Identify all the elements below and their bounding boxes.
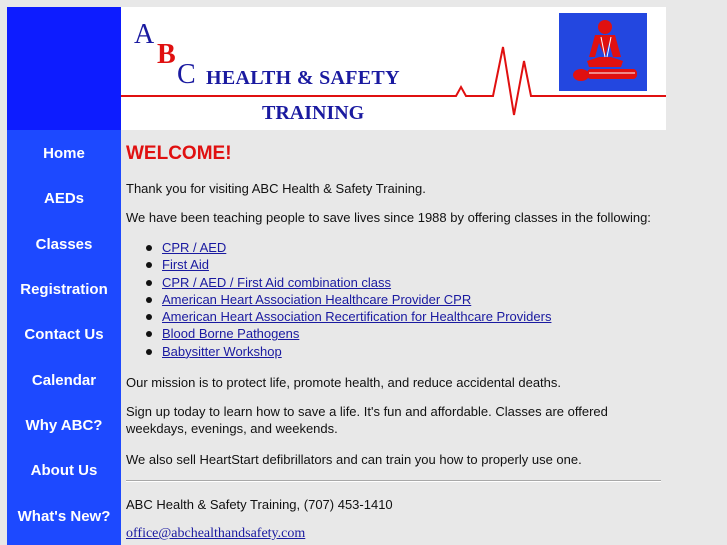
list-item <box>126 343 551 360</box>
list-item <box>126 291 551 308</box>
aed-sales-text: We also sell HeartStart defibrillators and can train you how to properly use one. <box>126 452 582 467</box>
main-content <box>121 130 666 545</box>
logo-letter-b: B <box>157 39 176 70</box>
cpr-rescuer-icon <box>559 13 647 91</box>
list-item <box>126 256 551 273</box>
mission-text: Our mission is to protect life, promote health, and reduce accidental deaths. <box>126 375 562 390</box>
logo-letter-c: C <box>177 59 196 90</box>
logo-subtitle: TRAINING <box>262 102 365 124</box>
list-item <box>126 325 551 342</box>
logo-title: HEALTH & SAFETY <box>206 67 400 89</box>
nav-contact-us[interactable]: Contact Us <box>24 326 104 343</box>
contact-text: ABC Health & Safety Training, (707) 453-1410 <box>126 497 393 512</box>
sidebar-nav <box>7 130 121 545</box>
classes-intro-text: We have been teaching people to save lives since 1988 by offering classes in the following: <box>126 210 651 225</box>
logo-letter-a: A <box>134 19 155 50</box>
course-list <box>126 239 551 360</box>
nav-about-us[interactable]: About Us <box>30 462 98 479</box>
course-link-aha-recert[interactable]: American Heart Association Recertification for Healthcare Providers <box>162 309 552 325</box>
nav-whats-new[interactable]: What's New? <box>17 508 111 525</box>
list-item <box>126 274 551 291</box>
nav-calendar[interactable]: Calendar <box>31 372 97 389</box>
course-link-babysitter[interactable]: Babysitter Workshop <box>162 343 282 359</box>
course-link-combination[interactable]: CPR / AED / First Aid combination class <box>162 274 392 290</box>
welcome-heading: WELCOME! <box>126 143 232 164</box>
course-link-first-aid[interactable]: First Aid <box>162 257 209 273</box>
nav-why-abc[interactable]: Why ABC? <box>25 417 103 434</box>
course-link-bloodborne[interactable]: Blood Borne Pathogens <box>162 326 300 342</box>
signup-text: Sign up today to learn how to save a life. It's fun and affordable. Classes are offered weekdays, evenings, and weekends. <box>126 404 608 436</box>
site-header-banner <box>121 7 666 130</box>
nav-registration[interactable]: Registration <box>20 281 108 298</box>
nav-aeds[interactable]: AEDs <box>43 190 84 207</box>
nav-classes[interactable]: Classes <box>35 236 93 253</box>
course-link-cpr-aed[interactable]: CPR / AED <box>162 240 227 255</box>
sidebar-top-block <box>7 7 121 130</box>
email-link[interactable]: office@abchealthandsafety.com <box>126 526 306 541</box>
list-item <box>126 239 551 256</box>
list-item <box>126 308 551 325</box>
footer-divider <box>126 480 661 482</box>
nav-home[interactable]: Home <box>43 145 85 162</box>
course-link-aha-provider[interactable]: American Heart Association Healthcare Provider CPR <box>162 291 472 307</box>
intro-text: Thank you for visiting ABC Health & Safety Training. <box>126 181 426 196</box>
